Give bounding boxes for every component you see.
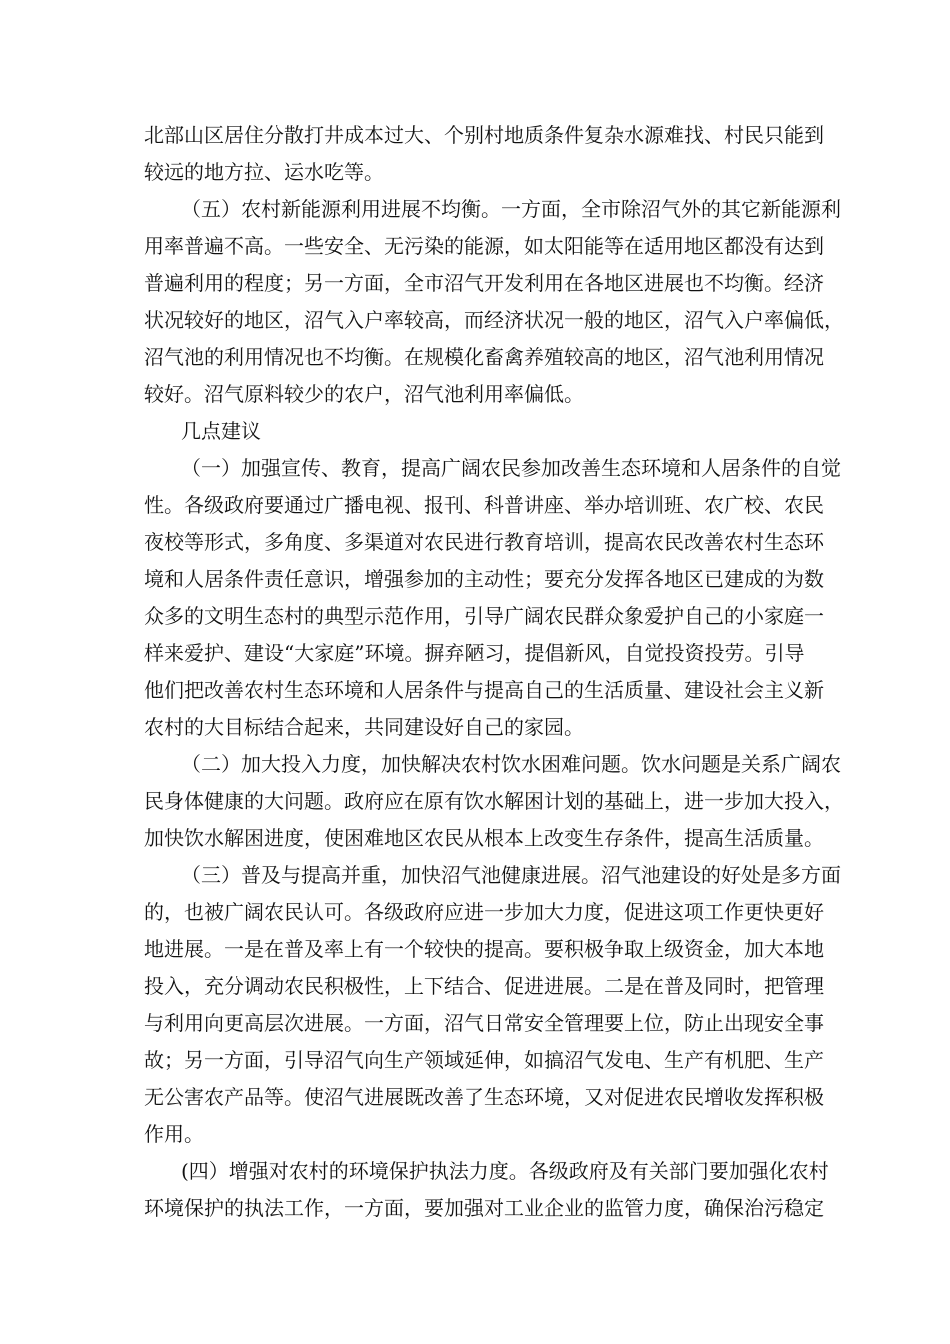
text-line: 民身体健康的大问题。政府应在原有饮水解困计划的基础上，进一步加大投入， (144, 789, 844, 813)
text-line: 的，也被广阔农民认可。各级政府应进一步加大力度，促进这项工作更快更好 (144, 900, 824, 924)
text-line: 无公害农产品等。使沼气进展既改善了生态环境，又对促进农民增收发挥积极 (144, 1085, 824, 1109)
text-line: 沼气池的利用情况也不均衡。在规模化畜禽养殖较高的地区，沼气池利用情况 (144, 345, 824, 369)
text-line: 境和人居条件责任意识，增强参加的主动性；要充分发挥各地区已建成的为数 (144, 567, 824, 591)
text-line: 作用。 (144, 1122, 204, 1146)
text-line: （一）加强宣传、教育，提高广阔农民参加改善生态环境和人居条件的自觉 (181, 456, 841, 480)
text-line: 环境保护的执法工作，一方面，要加强对工业企业的监管力度，确保治污稳定 (144, 1196, 824, 1220)
text-line: 较好。沼气原料较少的农户，沼气池利用率偏低。 (144, 382, 584, 406)
text-line: 与利用向更高层次进展。一方面，沼气日常安全管理要上位，防止出现安全事 (144, 1011, 824, 1035)
text-line: 夜校等形式，多角度、多渠道对农民进行教育培训，提高农民改善农村生态环 (144, 530, 824, 554)
text-line: 他们把改善农村生态环境和人居条件与提高自己的生活质量、建设社会主义新 (144, 678, 824, 702)
text-line: （二）加大投入力度，加快解决农村饮水困难问题。饮水问题是关系广阔农 (181, 752, 841, 776)
text-line: 性。各级政府要通过广播电视、报刊、科普讲座、举办培训班、农广校、农民 (144, 493, 824, 517)
paragraph-new-energy (144, 191, 844, 413)
text-line: 农村的大目标结合起来，共同建设好自己的家园。 (144, 715, 584, 739)
paragraph-suggestion-3 (144, 857, 841, 1153)
section-heading: 几点建议 (181, 419, 261, 443)
text-line: 投入，充分调动农民积极性，上下结合、促进进展。二是在普及同时，把管理 (144, 974, 824, 998)
paragraph-suggestion-4 (144, 1153, 829, 1227)
paragraph-suggestion-1 (144, 450, 841, 746)
document-body (144, 117, 844, 1227)
text-line: 故；另一方面，引导沼气向生产领域延伸，如搞沼气发电、生产有机肥、生产 (144, 1048, 824, 1072)
text-line: （五）农村新能源利用进展不均衡。一方面，全市除沼气外的其它新能源利 (181, 197, 841, 221)
text-line: 地进展。一是在普及率上有一个较快的提高。要积极争取上级资金，加大本地 (144, 937, 824, 961)
text-line: 加快饮水解困进度，使困难地区农民从根本上改变生存条件，提高生活质量。 (144, 826, 824, 850)
paragraph-suggestion-2 (144, 746, 844, 857)
text-line: 普遍利用的程度；另一方面，全市沼气开发利用在各地区进展也不均衡。经济 (144, 271, 824, 295)
text-line: 较远的地方拉、运水吃等。 (144, 160, 384, 184)
text-line: 样来爱护、建设“大家庭”环境。摒弃陋习，提倡新风，自觉投资投劳。引导 (144, 641, 805, 665)
text-line: 北部山区居住分散打井成本过大、个别村地质条件复杂水源难找、村民只能到 (144, 123, 824, 147)
text-line: 用率普遍不高。一些安全、无污染的能源，如太阳能等在适用地区都没有达到 (144, 234, 824, 258)
text-line: （三）普及与提高并重，加快沼气池健康进展。沼气池建设的好处是多方面 (181, 863, 841, 887)
text-line: 状况较好的地区，沼气入户率较高，而经济状况一般的地区，沼气入户率偏低， (144, 308, 844, 332)
text-line: (四）增强对农村的环境保护执法力度。各级政府及有关部门要加强化农村 (181, 1159, 829, 1183)
paragraph-continued (144, 117, 824, 191)
section-heading-suggestions (144, 413, 798, 450)
text-line: 众多的文明生态村的典型示范作用，引导广阔农民群众象爱护自己的小家庭一 (144, 604, 824, 628)
